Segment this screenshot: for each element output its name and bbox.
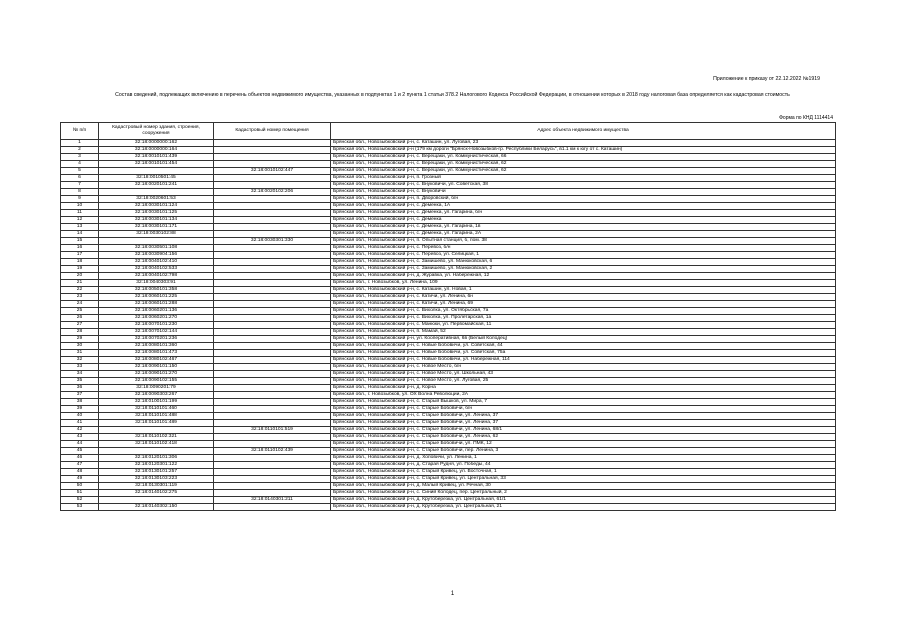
table-row (61, 252, 836, 259)
table-row (61, 168, 836, 175)
cell-address: Брянская обл., Новозыбковский р-н, д. Малый Кривец, ул. Речная, 30 (331, 483, 836, 490)
cell-address: Брянская обл., Новозыбковский р-н, с. Вихолка, ул. Пролетарская, 1а (331, 315, 836, 322)
cell-number: 20 (61, 273, 99, 280)
cell-premises-cadastral (214, 385, 331, 392)
cell-number: 50 (61, 483, 99, 490)
cell-premises-cadastral (214, 294, 331, 301)
table-row (61, 203, 836, 210)
table-row (61, 448, 836, 455)
table-row (61, 455, 836, 462)
cell-address: Брянская обл., Новозыбковский р-н, п. Мамай, 52 (331, 329, 836, 336)
cell-building-cadastral: 32:18:0110101:489 (99, 420, 214, 427)
cell-number: 39 (61, 406, 99, 413)
cell-address: Брянская обл., Новозыбковский р-н, с. Внуковичи, ул. Советская, 38 (331, 182, 836, 189)
cell-number: 24 (61, 301, 99, 308)
cell-number: 51 (61, 490, 99, 497)
cell-address: Брянская обл., Новозыбковский р-н, с. Новые Бобовичи, ул. Советская, 75а (331, 350, 836, 357)
cell-address: Брянская обл., Новозыбковский р-н, с. Перевоз, ул. Селицкая, 1 (331, 252, 836, 259)
cell-number: 32 (61, 357, 99, 364)
cell-number: 1 (61, 140, 99, 147)
cell-address: Брянская обл., Новозыбковский р-н, с. Каташин, ул. Новая, 1 (331, 287, 836, 294)
cell-number: 52 (61, 497, 99, 504)
cell-number: 13 (61, 224, 99, 231)
table-row (61, 371, 836, 378)
cell-building-cadastral: 32:18:0090102:155 (99, 378, 214, 385)
table-row (61, 245, 836, 252)
cell-premises-cadastral (214, 392, 331, 399)
table-row (61, 154, 836, 161)
table-row (61, 224, 836, 231)
cell-building-cadastral: 32:18:0090303:267 (99, 392, 214, 399)
cell-premises-cadastral (214, 357, 331, 364)
cell-number: 25 (61, 308, 99, 315)
cell-building-cadastral: 32:18:0020101:241 (99, 182, 214, 189)
table-row (61, 182, 836, 189)
table-row (61, 350, 836, 357)
table-row (61, 441, 836, 448)
cell-number: 4 (61, 161, 99, 168)
cell-building-cadastral (99, 238, 214, 245)
cell-building-cadastral (99, 189, 214, 196)
cell-building-cadastral (99, 168, 214, 175)
cell-number: 28 (61, 329, 99, 336)
cell-premises-cadastral (214, 322, 331, 329)
table-row (61, 490, 836, 497)
cell-building-cadastral (99, 448, 214, 455)
cell-number: 30 (61, 343, 99, 350)
cell-address: Брянская обл., Новозыбковский р-н, с. Старые Бобовичи, ул. Ленина, 68/1 (331, 427, 836, 434)
cell-number: 2 (61, 147, 99, 154)
table-row (61, 329, 836, 336)
cell-address: Брянская обл., Новозыбковский р-н, с. Катичи, ул. Ленина, 69 (331, 301, 836, 308)
cell-building-cadastral: 32:18:0040303:91 (99, 280, 214, 287)
table-row (61, 434, 836, 441)
cell-address: Брянская обл., Новозыбковский р-н, с. Новые Бобовичи, ул. Набережная, 114 (331, 357, 836, 364)
table-row (61, 483, 836, 490)
table-row (61, 357, 836, 364)
cell-number: 48 (61, 469, 99, 476)
cell-address: Брянская обл., Новозыбковский р-н, с. Старые Бобовичи, б/н (331, 406, 836, 413)
cell-number: 42 (61, 427, 99, 434)
cell-address: Брянская обл., Новозыбковский р-н, п. Дворовский, б/н (331, 196, 836, 203)
cell-number: 11 (61, 210, 99, 217)
cell-premises-cadastral: 32:18:0140301:211 (214, 497, 331, 504)
cell-number: 38 (61, 399, 99, 406)
cell-premises-cadastral (214, 441, 331, 448)
cell-premises-cadastral (214, 364, 331, 371)
column-header-building-cadastral: Кадастровый номер здания, строения, сооружения (99, 123, 214, 140)
table-row (61, 476, 836, 483)
cell-number: 36 (61, 385, 99, 392)
cell-premises-cadastral: 32:18:0110101:519 (214, 427, 331, 434)
cell-number: 49 (61, 476, 99, 483)
cell-premises-cadastral (214, 413, 331, 420)
cell-number: 53 (61, 504, 99, 511)
cell-number: 9 (61, 196, 99, 203)
cell-building-cadastral: 32:18:0030501:108 (99, 245, 214, 252)
cell-address: Брянская обл., Новозыбковский р-н, с. Старые Бобовичи, ул. ПМК, 12 (331, 441, 836, 448)
table-row (61, 427, 836, 434)
table-row (61, 308, 836, 315)
table-row (61, 406, 836, 413)
table-row (61, 161, 836, 168)
cell-number: 41 (61, 420, 99, 427)
cell-number: 7 (61, 182, 99, 189)
table-row (61, 196, 836, 203)
cell-premises-cadastral (214, 259, 331, 266)
cell-address: Брянская обл., Новозыбковский р-н, с. Деменка, ул. Гагарина, б/н (331, 210, 836, 217)
cell-number: 26 (61, 315, 99, 322)
cell-address: Брянская обл., Новозыбковский р-н, с. Деменка, ул. Гагарина, 2А (331, 231, 836, 238)
cell-building-cadastral: 32:18:0090101:150 (99, 364, 214, 371)
cell-address: Брянская обл., Новозыбковский р-н, с. Верещаки, ул. Коммунистическая, 62 (331, 168, 836, 175)
page-number: 1 (450, 591, 455, 597)
cell-number: 18 (61, 259, 99, 266)
cell-premises-cadastral (214, 329, 331, 336)
cell-building-cadastral: 32:18:0060101:225 (99, 294, 214, 301)
cell-number: 3 (61, 154, 99, 161)
cell-building-cadastral: 32:18:0130301:119 (99, 483, 214, 490)
property-registry-table (60, 122, 836, 511)
cell-address: Брянская обл., Новозыбковский р-н, с. Верещаки, ул. Коммунистическая, 62 (331, 161, 836, 168)
cell-address: Брянская обл., Новозыбковский р-н, д. Крутоберезка, ул. Центральная, 61/1 (331, 497, 836, 504)
table-row (61, 364, 836, 371)
cell-premises-cadastral (214, 462, 331, 469)
cell-premises-cadastral (214, 147, 331, 154)
cell-building-cadastral: 32:18:0080102:467 (99, 357, 214, 364)
cell-premises-cadastral (214, 343, 331, 350)
column-header-number: № п/п (61, 123, 99, 140)
table-body (61, 140, 836, 511)
cell-premises-cadastral (214, 301, 331, 308)
cell-building-cadastral: 32:18:0120101:306 (99, 455, 214, 462)
cell-building-cadastral: 32:18:0060201:270 (99, 315, 214, 322)
cell-address: Брянская обл., Новозыбковский р-н, с. Деменка, ул. Гагарина, 1в (331, 224, 836, 231)
cell-address: Брянская обл., Новозыбковский р-н, с. Новые Бобовичи, ул. Советская, 44 (331, 343, 836, 350)
cell-address: Брянская обл., Новозыбковский р-н, с. Манюки, ул. Первомайская, 11 (331, 322, 836, 329)
cell-premises-cadastral (214, 336, 331, 343)
cell-building-cadastral: 32:18:0110102:418 (99, 441, 214, 448)
cell-premises-cadastral (214, 371, 331, 378)
cell-premises-cadastral (214, 287, 331, 294)
cell-number: 44 (61, 441, 99, 448)
cell-premises-cadastral (214, 469, 331, 476)
cell-number: 33 (61, 364, 99, 371)
cell-building-cadastral: 32:18:0010101:439 (99, 154, 214, 161)
cell-address: Брянская обл., Новозыбковский р-н, д. Хоповичи, ул. Ленина, 1 (331, 455, 836, 462)
cell-building-cadastral: 32:18:0030101:134 (99, 217, 214, 224)
appendix-note: Приложение к приказу от 22.12.2022 №1919 (713, 76, 820, 82)
cell-number: 6 (61, 175, 99, 182)
table-row (61, 413, 836, 420)
cell-address: Брянская обл., Новозыбковский р-н, с. Катичи, ул. Ленина, 6н (331, 294, 836, 301)
cell-building-cadastral: 32:18:0100101:199 (99, 399, 214, 406)
cell-premises-cadastral (214, 154, 331, 161)
cell-building-cadastral: 32:18:0040102:533 (99, 266, 214, 273)
cell-building-cadastral: 32:18:0060101:288 (99, 301, 214, 308)
cell-address: Брянская обл., Новозыбковский р-н (179 км дороги "Брянск-Новозыбков-гр. Республики Беларусь", в1.1 км к югу от с. Каташин) (331, 147, 836, 154)
table-row (61, 301, 836, 308)
cell-premises-cadastral (214, 210, 331, 217)
table-row (61, 469, 836, 476)
cell-number: 40 (61, 413, 99, 420)
cell-building-cadastral: 32:18:0110101:488 (99, 413, 214, 420)
table-row (61, 280, 836, 287)
cell-building-cadastral: 32:18:0050101:358 (99, 287, 214, 294)
cell-building-cadastral: 32:18:0030101:171 (99, 224, 214, 231)
cell-number: 27 (61, 322, 99, 329)
cell-address: Брянская обл., Новозыбковский р-н, с. Старые Бобовичи, ул. Ленина, 37 (331, 420, 836, 427)
cell-building-cadastral (99, 427, 214, 434)
cell-address: Брянская обл., Новозыбковский р-н, с. Новое Место, ул. Школьная, 43 (331, 371, 836, 378)
cell-address: Брянская обл., Новозыбковский р-н, с. Старые Бобовичи, ул. Ленина, 62 (331, 434, 836, 441)
column-header-address: Адрес объекта недвижимого имущества (331, 123, 836, 140)
cell-address: Брянская обл., г. Новозыбков, ул. ОХ Волна Революции, 2А (331, 392, 836, 399)
cell-premises-cadastral: 32:18:0110102:439 (214, 448, 331, 455)
table-row (61, 238, 836, 245)
cell-number: 47 (61, 462, 99, 469)
cell-building-cadastral: 32:18:0030101:124 (99, 203, 214, 210)
table-row (61, 420, 836, 427)
cell-building-cadastral: 32:18:0000000:164 (99, 147, 214, 154)
cell-building-cadastral: 32:18:0130101:257 (99, 469, 214, 476)
table-row (61, 336, 836, 343)
table-row (61, 189, 836, 196)
table-row (61, 147, 836, 154)
table-row (61, 385, 836, 392)
cell-premises-cadastral (214, 308, 331, 315)
cell-address: Брянская обл., Новозыбковский р-н, с. Каташин, ул. Луговая, 23 (331, 140, 836, 147)
cell-premises-cadastral: 32:18:0020102:206 (214, 189, 331, 196)
cell-number: 23 (61, 294, 99, 301)
cell-premises-cadastral (214, 490, 331, 497)
table-row (61, 217, 836, 224)
cell-number: 43 (61, 434, 99, 441)
cell-number: 5 (61, 168, 99, 175)
cell-number: 19 (61, 266, 99, 273)
table-row (61, 378, 836, 385)
table-row (61, 462, 836, 469)
cell-number: 45 (61, 448, 99, 455)
cell-premises-cadastral (214, 252, 331, 259)
cell-address: Брянская обл., Новозыбковский р-н, с. Старые Бобовичи, пер. Ленина, 3 (331, 448, 836, 455)
cell-premises-cadastral: 32:18:0030301:330 (214, 238, 331, 245)
cell-address: Брянская обл., Новозыбковский р-н, с. Новое Место, ул. Луговая, 25 (331, 378, 836, 385)
cell-address: Брянская обл., Новозыбковский р-н, с. Старый Кривец, ул. Восточная, 1 (331, 469, 836, 476)
cell-number: 12 (61, 217, 99, 224)
cell-address: Брянская обл., Новозыбковский р-н, с. Верещаки, ул. Коммунистическая, 66 (331, 154, 836, 161)
table-row (61, 392, 836, 399)
cell-building-cadastral: 32:18:0010101:454 (99, 161, 214, 168)
cell-premises-cadastral (214, 483, 331, 490)
cell-premises-cadastral (214, 231, 331, 238)
cell-building-cadastral: 32:18:0030904:156 (99, 252, 214, 259)
cell-number: 10 (61, 203, 99, 210)
cell-address: Брянская обл., Новозыбковский р-н, с. Синий Колодец, пер. Центральный, 2 (331, 490, 836, 497)
cell-address: Брянская обл., г. Новозыбков, ул. Ленина, 109 (331, 280, 836, 287)
cell-building-cadastral: 32:18:0140302:150 (99, 504, 214, 511)
table-row (61, 231, 836, 238)
cell-address: Брянская обл., Новозыбковский р-н, с. Вихолка, ул. Октябрьская, 7а (331, 308, 836, 315)
cell-number: 17 (61, 252, 99, 259)
cell-building-cadastral: 32:18:0020601:53 (99, 196, 214, 203)
cell-premises-cadastral: 32:18:0010102:447 (214, 168, 331, 175)
cell-address: Брянская обл., Новозыбковский р-н, с. Новое Место, б/н (331, 364, 836, 371)
cell-premises-cadastral (214, 476, 331, 483)
cell-address: Брянская обл., Новозыбковский р-н, д. Крутоберезка, ул. Центральная, 21 (331, 504, 836, 511)
cell-building-cadastral: 32:18:0040102:410 (99, 259, 214, 266)
cell-address: Брянская обл., Новозыбковский р-н, с. Внуковичи (331, 189, 836, 196)
cell-building-cadastral: 32:18:0030101:125 (99, 210, 214, 217)
table-row (61, 497, 836, 504)
cell-address: Брянская обл., Новозыбковский р-н, д. Корна (331, 385, 836, 392)
cell-premises-cadastral (214, 420, 331, 427)
document-title: Состав сведений, подлежащих включению в перечень объектов недвижимого имущества, указанных в подпунктах 1 и 2 пункта 1 статьи 378.2 Налогового Кодекса Российской Федерации, в отношении которых в 2018 году налоговая база определяется как кадастровая стоимость (115, 92, 790, 98)
cell-address: Брянская обл., Новозыбковский р-н, с. Перевоз, б/н (331, 245, 836, 252)
form-code: Форма по КНД 1114414 (779, 115, 833, 121)
table-row (61, 140, 836, 147)
cell-building-cadastral: 32:18:0080101:473 (99, 350, 214, 357)
cell-number: 22 (61, 287, 99, 294)
cell-premises-cadastral (214, 203, 331, 210)
table-header-row (61, 123, 836, 140)
column-header-premises-cadastral: Кадастровый номер помещения (214, 123, 331, 140)
cell-building-cadastral: 32:18:0030102:88 (99, 231, 214, 238)
cell-premises-cadastral (214, 350, 331, 357)
cell-premises-cadastral (214, 273, 331, 280)
cell-building-cadastral: 32:18:0060201:136 (99, 308, 214, 315)
cell-number: 31 (61, 350, 99, 357)
cell-number: 15 (61, 238, 99, 245)
table-row (61, 504, 836, 511)
cell-number: 37 (61, 392, 99, 399)
table-row (61, 343, 836, 350)
table-row (61, 399, 836, 406)
cell-address: Брянская обл., Новозыбковский р-н, с. Замишево, ул. Манюковская, 6 (331, 259, 836, 266)
cell-premises-cadastral (214, 455, 331, 462)
cell-premises-cadastral (214, 182, 331, 189)
cell-address: Брянская обл., Новозыбковский р-н, с. Старый Вышков, ул. Мира, 7 (331, 399, 836, 406)
cell-premises-cadastral (214, 315, 331, 322)
cell-premises-cadastral (214, 504, 331, 511)
cell-building-cadastral: 32:18:0010501:45 (99, 175, 214, 182)
cell-number: 35 (61, 378, 99, 385)
cell-address: Брянская обл., Новозыбковский р-н, с. Старый Кривец, ул. Центральная, 33 (331, 476, 836, 483)
cell-building-cadastral: 32:18:0080101:360 (99, 343, 214, 350)
table-row (61, 210, 836, 217)
cell-premises-cadastral (214, 175, 331, 182)
cell-premises-cadastral (214, 280, 331, 287)
cell-address: Брянская обл., Новозыбковский р-н, п. Грозный (331, 175, 836, 182)
cell-address: Брянская обл., Новозыбковский р-н, д. Журавка, ул. Набережная, 12 (331, 273, 836, 280)
table-row (61, 287, 836, 294)
table-row (61, 322, 836, 329)
cell-building-cadastral: 32:18:0140102:275 (99, 490, 214, 497)
cell-number: 29 (61, 336, 99, 343)
cell-building-cadastral: 32:18:0090201:79 (99, 385, 214, 392)
cell-premises-cadastral (214, 161, 331, 168)
table-row (61, 266, 836, 273)
cell-building-cadastral: 32:18:0070101:230 (99, 322, 214, 329)
cell-premises-cadastral (214, 217, 331, 224)
cell-number: 16 (61, 245, 99, 252)
table-row (61, 315, 836, 322)
cell-premises-cadastral (214, 224, 331, 231)
table-row (61, 175, 836, 182)
cell-premises-cadastral (214, 196, 331, 203)
cell-premises-cadastral (214, 406, 331, 413)
cell-number: 21 (61, 280, 99, 287)
cell-premises-cadastral (214, 266, 331, 273)
cell-address: Брянская обл., Новозыбковский р-н, д. Старая Рудня, ул. Победы, 44 (331, 462, 836, 469)
cell-premises-cadastral (214, 434, 331, 441)
table-row (61, 273, 836, 280)
cell-building-cadastral: 32:18:0000000:162 (99, 140, 214, 147)
cell-premises-cadastral (214, 378, 331, 385)
cell-premises-cadastral (214, 399, 331, 406)
cell-number: 34 (61, 371, 99, 378)
cell-building-cadastral (99, 497, 214, 504)
cell-address: Брянская обл., Новозыбковский р-н, с. Деменка, 1А (331, 203, 836, 210)
cell-address: Брянская обл., Новозыбковский р-н, ул. Кооперативная, 6в (Белый Колодец) (331, 336, 836, 343)
cell-number: 14 (61, 231, 99, 238)
cell-number: 8 (61, 189, 99, 196)
cell-building-cadastral: 32:18:0070201:236 (99, 336, 214, 343)
cell-building-cadastral: 32:18:0090101:270 (99, 371, 214, 378)
cell-premises-cadastral (214, 245, 331, 252)
cell-building-cadastral: 32:18:0120301:122 (99, 462, 214, 469)
cell-address: Брянская обл., Новозыбковский р-н, с. Старые Бобовичи, ул. Ленина, 37 (331, 413, 836, 420)
cell-address: Брянская обл., Новозыбковский р-н, п. Опытная станция, б, пом. 38 (331, 238, 836, 245)
cell-building-cadastral: 32:18:0130103:223 (99, 476, 214, 483)
cell-building-cadastral: 32:18:0070102:144 (99, 329, 214, 336)
cell-premises-cadastral (214, 140, 331, 147)
cell-building-cadastral: 32:18:0110101:460 (99, 406, 214, 413)
table-row (61, 259, 836, 266)
cell-building-cadastral: 32:18:0110102:321 (99, 434, 214, 441)
cell-address: Брянская обл., Новозыбковский р-н, с. Деменка (331, 217, 836, 224)
cell-address: Брянская обл., Новозыбковский р-н, с. Замишево, ул. Манюковская, 2 (331, 266, 836, 273)
cell-number: 46 (61, 455, 99, 462)
table-row (61, 294, 836, 301)
cell-building-cadastral: 32:18:0040102:798 (99, 273, 214, 280)
